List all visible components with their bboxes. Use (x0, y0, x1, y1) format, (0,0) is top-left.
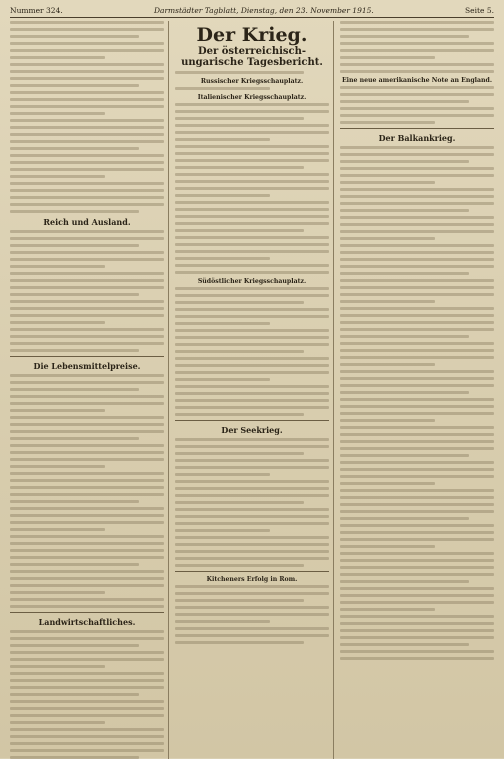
heading-russischer-kriegsschauplatz: Russischer Kriegsschauplatz. (200, 78, 304, 85)
masthead (10, 6, 494, 18)
illegible-text (175, 87, 329, 90)
heading-suedoestlicher-kriegsschauplatz: Südöstlicher Kriegsschauplatz. (197, 278, 307, 285)
divider (10, 356, 164, 357)
heading-reich: Reich und Ausland. (43, 217, 131, 227)
heading-der-krieg: Der Krieg. (196, 24, 308, 46)
heading-italienischer-kriegsschauplatz: Italienischer Kriegsschauplatz. (197, 94, 307, 101)
heading-landwirtschaftliches: Landwirtschaftliches. (38, 617, 136, 627)
illegible-text (175, 438, 329, 567)
illegible-text (340, 86, 494, 124)
column-2 (175, 21, 334, 759)
illegible-text (340, 21, 494, 73)
illegible-text (175, 287, 329, 416)
columns (10, 21, 494, 759)
heading-lebensmittel: Die Lebensmittelpreise. (33, 361, 141, 371)
divider (175, 571, 329, 572)
column-1 (10, 21, 169, 759)
illegible-text (10, 21, 164, 213)
illegible-text (175, 103, 329, 274)
page-number: Seite 5. (465, 6, 494, 15)
divider (175, 420, 329, 421)
illegible-text (175, 71, 329, 74)
issue-number: Nummer 324. (10, 6, 63, 15)
illegible-text (340, 146, 494, 660)
illegible-text (10, 630, 164, 759)
paper-dateline: Darmstädter Tagblatt, Dienstag, den 23. November 1915. (153, 6, 374, 15)
illegible-text (10, 230, 164, 352)
divider (10, 612, 164, 613)
illegible-text (175, 585, 329, 644)
heading-kitchener: Kitcheners Erfolg in Rom. (206, 576, 298, 583)
heading-tagesbericht: Der österreichisch-ungarische Tagesbericht. (181, 46, 323, 68)
heading-balkankrieg: Der Balkankrieg. (378, 133, 456, 143)
heading-seekrieg: Der Seekrieg. (221, 425, 283, 435)
heading-amerikanische-note: Eine neue amerikanische Note an England. (341, 77, 493, 84)
illegible-text (10, 374, 164, 608)
column-3 (340, 21, 494, 759)
divider (340, 128, 494, 129)
